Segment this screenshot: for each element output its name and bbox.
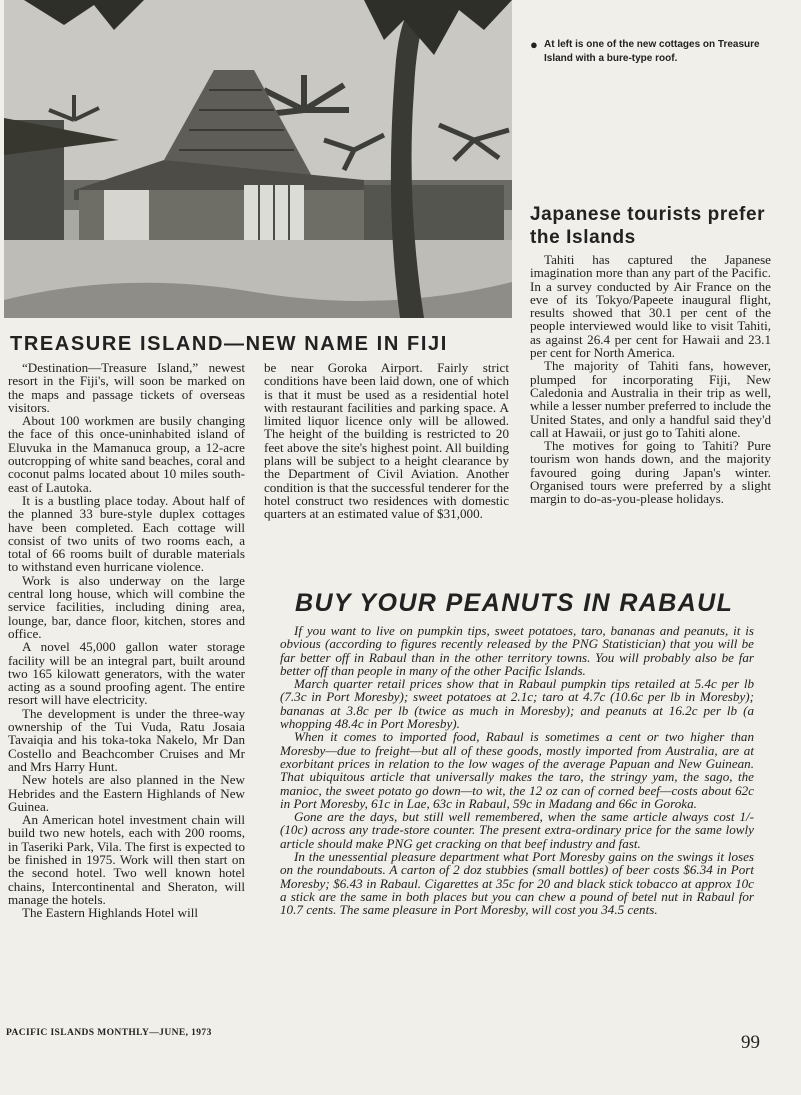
article-paragraph: be near Goroka Airport. Fairly strict conditions have been laid down, one of which is that it must be used as a residential hotel with restaurant facilities and parking space. A limited liquor licence only will be allowed. The height of the building is restricted to 20 feet above the site's highest point. All building plans will be subject to a height clearance by the Department of Civil Aviation. Another condition is that the successful tenderer for the hotel construct two residences with domestic quarters at an estimated value of $31,000. — [264, 360, 509, 522]
cottage-photo-illustration — [4, 0, 512, 318]
treasure-island-heading: TREASURE ISLAND—NEW NAME IN FIJI — [10, 333, 448, 355]
article-paragraph: Work is also underway on the large central long house, which will combine the service facilities, including dining area, lounge, bar, dance floor, kitchen, stores and office. — [8, 572, 245, 641]
article-paragraph: If you want to live on pumpkin tips, sweet potatoes, taro, bananas and peanuts, it is obvious (according to figures recently released by the PNG Statistician) that you will be far better off in Rabaul than in the other territory towns. You will probably also be far better off than people in many of the other Pacific Islands. — [280, 623, 754, 678]
article-paragraph: A novel 45,000 gallon water storage facility will be an integral part, built around two 165 kilowatt generators, with the water acting as a sound proofing agent. The entire resort will have electricity. — [8, 639, 245, 708]
photo-caption — [530, 37, 784, 66]
page-number: 99 — [741, 1032, 760, 1053]
publication-footer: PACIFIC ISLANDS MONTHLY—JUNE, 1973 — [6, 1028, 212, 1038]
peanuts-body — [280, 624, 754, 917]
photo-caption-text: At left is one of the new cottages on Treasure Island with a bure-type roof. — [544, 39, 760, 64]
article-paragraph: The Eastern Highlands Hotel will — [22, 905, 198, 921]
cottage-photo — [4, 0, 512, 318]
article-paragraph: New hotels are also planned in the New Hebrides and the Eastern Highlands of New Guinea. — [8, 772, 245, 814]
article-paragraph: “Destination—Treasure Island,” newest resort in the Fiji's, will soon be marked on the maps and passage tickets of overseas visitors. — [8, 360, 245, 415]
japanese-tourists-body — [530, 253, 771, 506]
article-paragraph: The development is under the three-way ownership of the Tui Vuda, Ratu Josaia Tavaiqia and his toka-toka Nakelo, Mr Dan Costello and Beachcomber Cruises and Mr and Mrs Harry Hunt. — [8, 705, 245, 774]
article-paragraph: Tahiti has captured the Japanese imagination more than any part of the Pacific. In a survey conducted by Air France on the eve of its Tokyo/Papeete inaugural flight, results showed that 30.1 per cent of the people interviewed would like to visit Tahiti, as against 26.4 per cent for Hawaii and 23.1 per cent for North America. — [530, 252, 771, 361]
treasure-island-column-2 — [264, 361, 509, 521]
article-paragraph: Gone are the days, but still well remembered, when the same article always cost 1/- (10c) across any trade-store counter. The present extra-ordinary price for the same lowly article should make PNG get cracking on that beef industry and fast. — [280, 809, 754, 851]
japanese-tourists-heading: Japanese tourists prefer the Islands — [530, 204, 766, 248]
article-paragraph: An American hotel investment chain will build two new hotels, each with 200 rooms, in Taseriki Park, Vila. The first is expected to be finished in 1975. Work will then start on the second hotel. Two well known hotel chains, Intercontinental and Sheraton, will manage the hotels. — [8, 812, 245, 907]
article-paragraph: About 100 workmen are busily changing the face of this once-uninhabited island of Eluvuka in the Mamanuca group, a 12-acre outcropping of white sand beaches, coral and coconut palms located about 10 miles south-east of Lautoka. — [8, 413, 245, 495]
article-paragraph: The majority of Tahiti fans, however, plumped for incorporating Fiji, New Caledonia and Australia in their trip as well, while a lesser number preferred to include the United States, and only a handful said they'd call at Hawaii, or just go to Tahiti alone. — [530, 358, 771, 440]
article-paragraph: March quarter retail prices show that in Rabaul pumpkin tips retailed at 5.4c per lb (7.3c in Port Moresby); sweet potatoes at 2.1c; taro at 4.7c (10.6c per lb in Moresby); bananas at 3.8c per lb (twice as much in Moresby); and peanuts at 16.2c per lb (a whopping 48.4c in Port Moresby). — [280, 676, 754, 732]
treasure-island-column-1 — [8, 361, 245, 919]
bullet-icon: ● — [530, 37, 538, 52]
article-paragraph: It is a bustling place today. About half of the planned 33 bure-style duplex cottages have been completed. Each cottage will consist of two units of two rooms each, a total of 66 rooms built of durable materials to withstand even hurricane violence. — [8, 492, 245, 575]
article-paragraph: In the unessential pleasure department what Port Moresby gains on the swings it loses on the roundabouts. A carton of 2 doz stubbies (small bottles) of beer costs $6.34 in Port Moresby; $6.43 in Rabaul. Cigarettes at 35c for 20 and black stick tobacco at approx 10c a stick are the same in both places but you can chew a pound of betel nut in Rabaul for 10.7 cents. The same pleasure in Port Moresby, will cost you 34.5 cents. — [280, 849, 754, 918]
article-paragraph: The motives for going to Tahiti? Pure tourism won hands down, and the majority favoured going during Japan's winter. Organised tours were preferred by a slight margin to do-as-you-please holidays. — [530, 438, 771, 507]
article-paragraph: When it comes to imported food, Rabaul is sometimes a cent or two higher than Moresby—due to freight—but all of these goods, mostly imported from Australia, are at exorbitant prices in relation to the low wages of the average Papuan and New Guinean. That ubiquitous article that universally makes the taro, the stringy yam, the sago, the manioc, the sweet potato go down—to wit, the 12 oz can of corned beef—costs about 62c in Port Moresby, 61c in Lae, 63c in Rabaul, 59c in Madang and 66c in Goroka. — [280, 729, 754, 811]
peanuts-heading: BUY YOUR PEANUTS IN RABAUL — [295, 589, 734, 617]
